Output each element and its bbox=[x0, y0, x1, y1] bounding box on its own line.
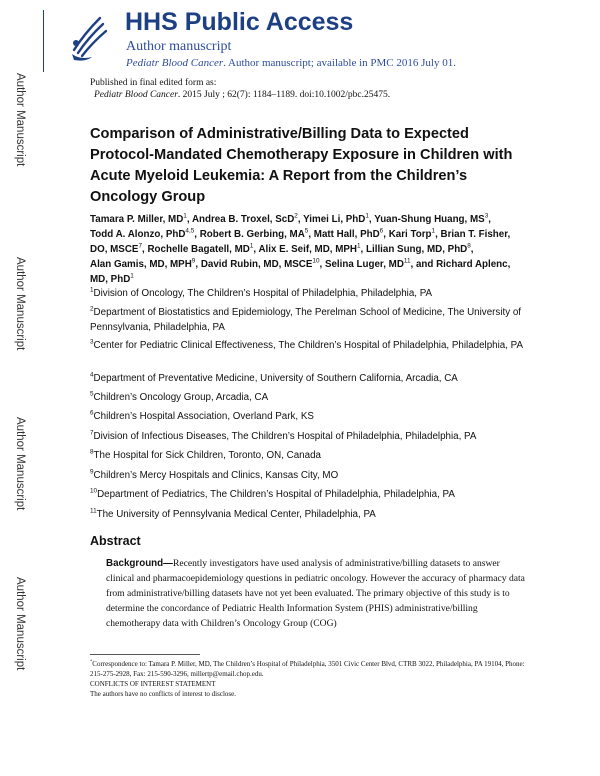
author: Andrea B. Troxel, ScD$^2$, bbox=[191, 212, 301, 225]
abstract-lead: Background— bbox=[106, 558, 173, 569]
author: Lillian Sung, MD, PhD$^8$, bbox=[366, 242, 474, 255]
sidebar-label: Author Manuscript bbox=[14, 73, 26, 167]
affiliation: $^8$The Hospital for Sick Children, Toronto, ON, Canada bbox=[90, 448, 321, 461]
coi-text: The authors have no conflicts of interest to disclose. bbox=[90, 690, 236, 698]
pub-citation bbox=[90, 89, 390, 101]
affiliation: $^9$Children’s Mercy Hospitals and Clinics, Kansas City, MO bbox=[90, 468, 339, 481]
affiliation: $^1$Division of Oncology, The Children’s Hospital of Philadelphia, Philadelphia, PA bbox=[90, 286, 433, 299]
author: Tamara P. Miller, $MD^1$, bbox=[90, 212, 190, 225]
author: Todd A. Alonzo, PhD$^{4,5}$, bbox=[90, 227, 197, 240]
abstract-heading: Abstract bbox=[90, 534, 141, 548]
hhs-eagle-logo-icon bbox=[66, 10, 110, 62]
author: David Rubin, MD, MSCE$^{10}$, bbox=[200, 257, 323, 270]
author: Rochelle Bagatell, $MD^1$, bbox=[147, 242, 257, 255]
publication-info bbox=[90, 77, 390, 101]
author: Kari Torp$^1$, bbox=[388, 227, 438, 240]
author: Yimei Li, PhD$^1$, bbox=[303, 212, 372, 225]
affiliation: $^5$Children’s Oncology Group, Arcadia, CA bbox=[90, 390, 269, 403]
author: Matt Hall, PhD$^6$, bbox=[313, 227, 386, 240]
affiliation: $^3$Center for Pediatric Clinical Effectiveness, The Children’s Hospital of Philadelphia, Philadelphia, PA bbox=[90, 338, 524, 351]
sidebar-label: Author Manuscript bbox=[14, 417, 26, 511]
sidebar-label: Author Manuscript bbox=[14, 257, 26, 351]
affiliation: $^2$Department of Biostatistics and Epidemiology, The Perelman School of Medicine, The University of Pennsylvania, Philadelphia, PA bbox=[90, 305, 522, 333]
citation-rest: . Author manuscript; available in PMC 2016 July 01. bbox=[223, 57, 456, 69]
coi-heading: CONFLICTS OF INTEREST STATEMENT bbox=[90, 680, 216, 688]
citation-line bbox=[126, 57, 456, 69]
pub-line: Published in final edited form as: bbox=[90, 78, 217, 88]
author: Alix E. Seif, MD, MPH$^1$, bbox=[258, 242, 364, 255]
author-list bbox=[90, 212, 530, 287]
author: Alan Gamis, MD, MPH$^9$, bbox=[90, 257, 199, 270]
author: Brian T. Fisher, DO, MSCE$^7$, bbox=[90, 229, 511, 255]
author: Selina Luger, MD$^{11}$, and bbox=[324, 257, 434, 270]
affiliation: $^7$Division of Infectious Diseases, The Children’s Hospital of Philadelphia, Philadelphia, PA bbox=[90, 429, 477, 442]
header-divider bbox=[43, 10, 44, 72]
affiliation: $^6$Children’s Hospital Association, Overland Park, KS bbox=[90, 409, 314, 422]
paper-title: Comparison of Administrative/Billing Data to Expected Protocol-Mandated Chemotherapy Exposure in Children with Acute Myeloid Leukemia: A Report from the Children’s Oncology Group bbox=[90, 126, 513, 205]
author: Robert B. Gerbing, $MA^5$, bbox=[199, 227, 312, 240]
footnotes bbox=[90, 659, 530, 699]
correspondence-note: *Correspondence to: Tamara P. Miller, MD, The Children’s Hospital of Philadelphia, 3501 Civic Center Blvd, CTRB 3022, Philadelphia, PA 19104, Phone: 215-275-2928, Fax: 215-590-3296, millertp@email.chop.edu. bbox=[90, 658, 525, 678]
footnote-divider bbox=[90, 654, 200, 655]
affiliation: $^{11}$The University of Pennsylvania Medical Center, Philadelphia, PA bbox=[90, 507, 376, 520]
hhs-title: HHS Public Access bbox=[125, 8, 354, 36]
pub-details: . 2015 July ; 62(7): 1184–1189. doi:10.1002/pbc.25475. bbox=[177, 90, 391, 100]
sidebar-label: Author Manuscript bbox=[14, 577, 26, 671]
author-manuscript-label: Author manuscript bbox=[126, 39, 232, 54]
author: Richard Aplenc, MD, PhD$^1$ bbox=[90, 259, 511, 285]
pub-journal: Pediatr Blood Cancer bbox=[94, 90, 178, 100]
affiliation: $^{10}$Department of Pediatrics, The Children’s Hospital of Philadelphia, Philadelphia, PA bbox=[90, 487, 455, 500]
abstract-text bbox=[106, 556, 530, 631]
abstract-body: Recently investigators have used analysis of administrative/billing datasets to answer clinical and pharmacoepidemiology questions in pediatric oncology. However the accuracy of pharmacy data from administrative/billing datasets have not yet been evaluated. The primary objective of this study is to determine the concordance of Pediatric Health Information System (PHIS) administrative/billing chemotherapy data with Children’s Oncology Group (COG) bbox=[106, 558, 525, 629]
author: Yuan-Shung Huang, $MS^3$, bbox=[374, 212, 491, 225]
citation-journal: Pediatr Blood Cancer bbox=[126, 57, 224, 69]
affiliation: $^4$Department of Preventative Medicine, University of Southern California, Arcadia, CA bbox=[90, 371, 458, 384]
